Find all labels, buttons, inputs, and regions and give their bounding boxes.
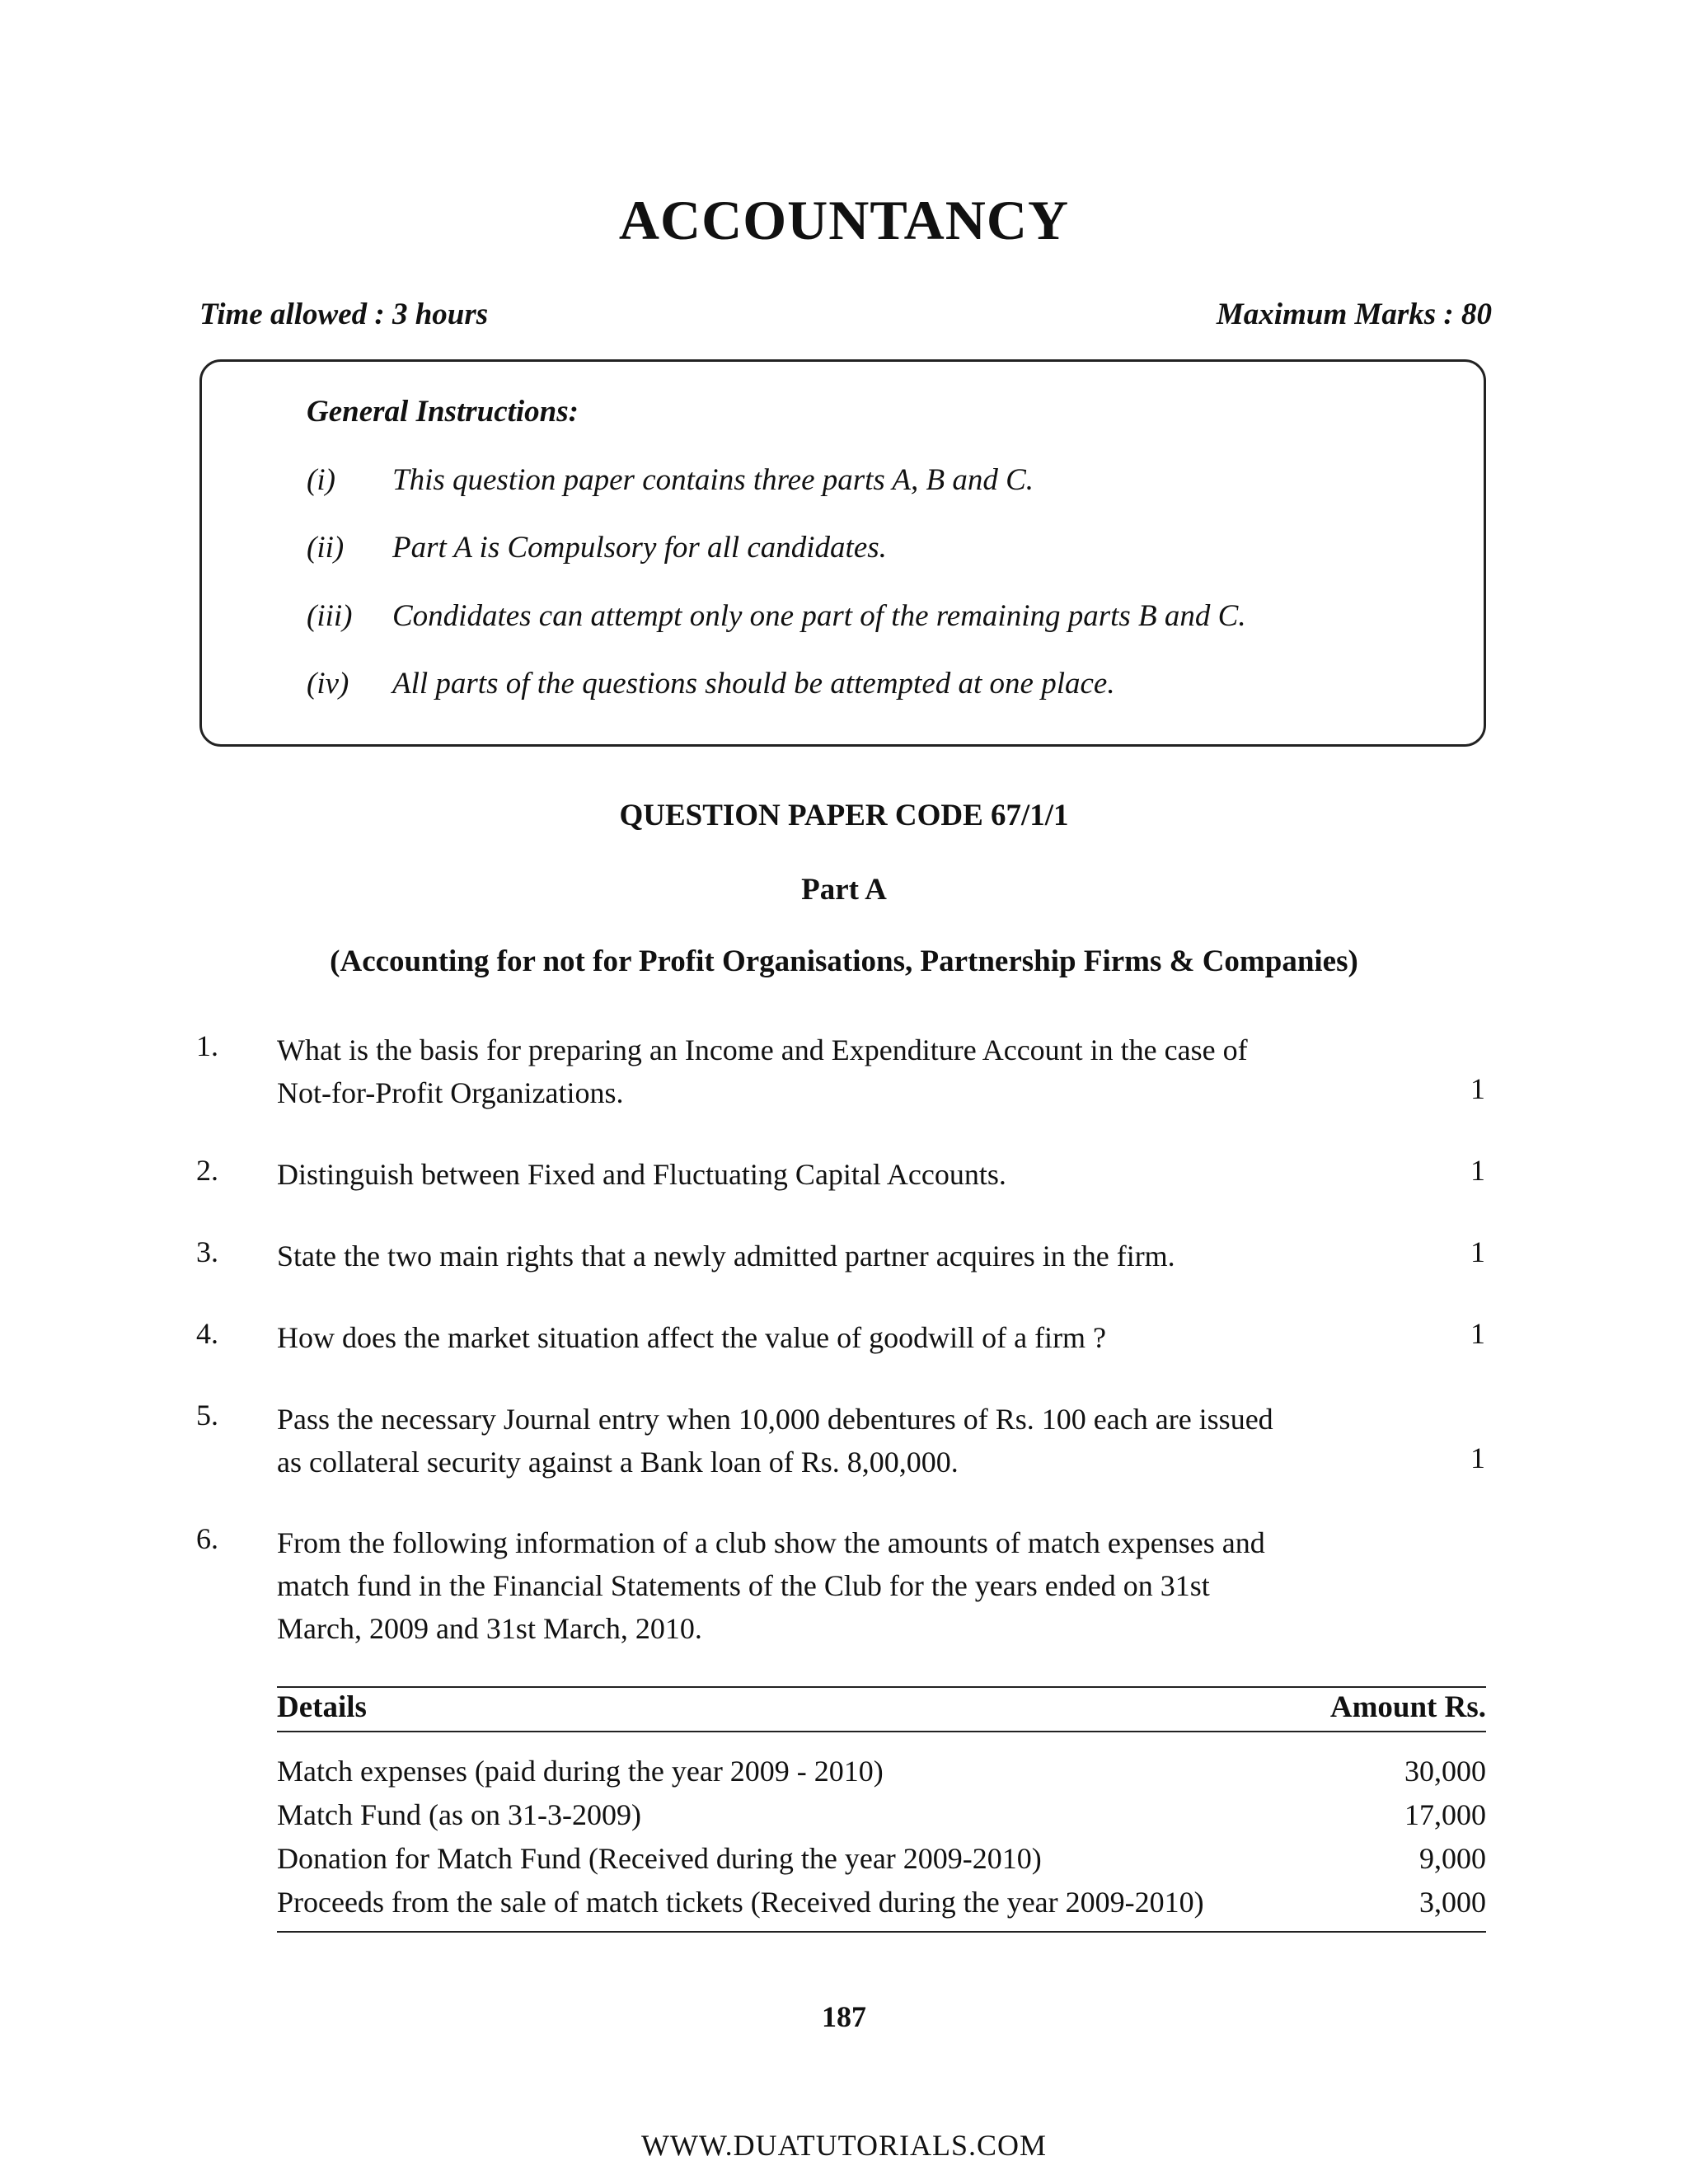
question-line: Distinguish between Fixed and Fluctuating Capital Accounts. xyxy=(277,1158,1006,1191)
part-heading: Part A xyxy=(801,873,887,907)
question-number: 4. xyxy=(196,1317,218,1350)
table-row-amount: 17,000 xyxy=(1404,1798,1486,1831)
question-number: 2. xyxy=(196,1154,218,1187)
question-number: 5. xyxy=(196,1399,218,1432)
instruction-text: Condidates can attempt only one part of the remaining parts B and C. xyxy=(392,599,1246,633)
question-text xyxy=(277,1153,1373,1196)
table-row-label: Proceeds from the sale of match tickets (Received during the year 2009-2010) xyxy=(277,1886,1204,1919)
page-title: ACCOUNTANCY xyxy=(618,189,1070,251)
question-marks: 1 xyxy=(1470,1072,1485,1105)
question-marks: 1 xyxy=(1470,1441,1485,1474)
table-row-amount: 30,000 xyxy=(1404,1755,1486,1788)
table-top-rule xyxy=(277,1686,1486,1688)
instructions-heading: General Instructions: xyxy=(307,395,579,429)
question-line: match fund in the Financial Statements of the Club for the years ended on 31st xyxy=(277,1569,1210,1602)
table-row-amount: 9,000 xyxy=(1419,1842,1486,1875)
paper-code: QUESTION PAPER CODE 67/1/1 xyxy=(619,799,1069,832)
question-text xyxy=(277,1029,1373,1114)
instruction-number: (iv) xyxy=(307,667,349,701)
question-marks: 1 xyxy=(1470,1235,1485,1268)
question-line: March, 2009 and 31st March, 2010. xyxy=(277,1612,702,1645)
question-text xyxy=(277,1235,1373,1277)
question-marks: 1 xyxy=(1470,1154,1485,1187)
table-header-rule xyxy=(277,1731,1486,1732)
question-line: State the two main rights that a newly admitted partner acquires in the firm. xyxy=(277,1240,1175,1272)
question-line: Not-for-Profit Organizations. xyxy=(277,1076,624,1109)
instruction-number: (iii) xyxy=(307,599,353,633)
question-number: 6. xyxy=(196,1522,218,1555)
table-header-amount: Amount Rs. xyxy=(1329,1690,1486,1724)
time-allowed: Time allowed : 3 hours xyxy=(199,298,489,331)
table-row-amount: 3,000 xyxy=(1419,1886,1486,1919)
question-line: How does the market situation affect the value of goodwill of a firm ? xyxy=(277,1321,1107,1354)
table-row-label: Match Fund (as on 31-3-2009) xyxy=(277,1798,641,1831)
question-number: 3. xyxy=(196,1235,218,1268)
table-row-label: Donation for Match Fund (Received during the year 2009-2010) xyxy=(277,1842,1042,1875)
instruction-text: This question paper contains three parts A, B and C. xyxy=(392,463,1034,497)
footer-website: WWW.DUATUTORIALS.COM xyxy=(641,2129,1047,2162)
question-marks: 1 xyxy=(1470,1317,1485,1350)
question-text xyxy=(277,1316,1373,1359)
question-line: From the following information of a club show the amounts of match expenses and xyxy=(277,1526,1265,1559)
question-text xyxy=(277,1521,1373,1650)
instruction-text: Part A is Compulsory for all candidates. xyxy=(392,531,887,565)
instruction-text: All parts of the questions should be attempted at one place. xyxy=(392,667,1115,701)
table-row-label: Match expenses (paid during the year 2009 - 2010) xyxy=(277,1755,884,1788)
question-text xyxy=(277,1398,1373,1483)
question-line: What is the basis for preparing an Income and Expenditure Account in the case of xyxy=(277,1033,1248,1066)
question-line: Pass the necessary Journal entry when 10,000 debentures of Rs. 100 each are issued xyxy=(277,1403,1273,1436)
question-line: as collateral security against a Bank loan of Rs. 8,00,000. xyxy=(277,1446,959,1479)
question-number: 1. xyxy=(196,1029,218,1062)
part-subtitle: (Accounting for not for Profit Organisations, Partnership Firms & Companies) xyxy=(330,944,1358,978)
instruction-number: (ii) xyxy=(307,531,345,565)
maximum-marks: Maximum Marks : 80 xyxy=(1216,298,1492,331)
table-header-details: Details xyxy=(277,1690,367,1724)
page-number: 187 xyxy=(822,2000,866,2033)
instruction-number: (i) xyxy=(307,463,335,497)
table-bottom-rule xyxy=(277,1931,1486,1933)
